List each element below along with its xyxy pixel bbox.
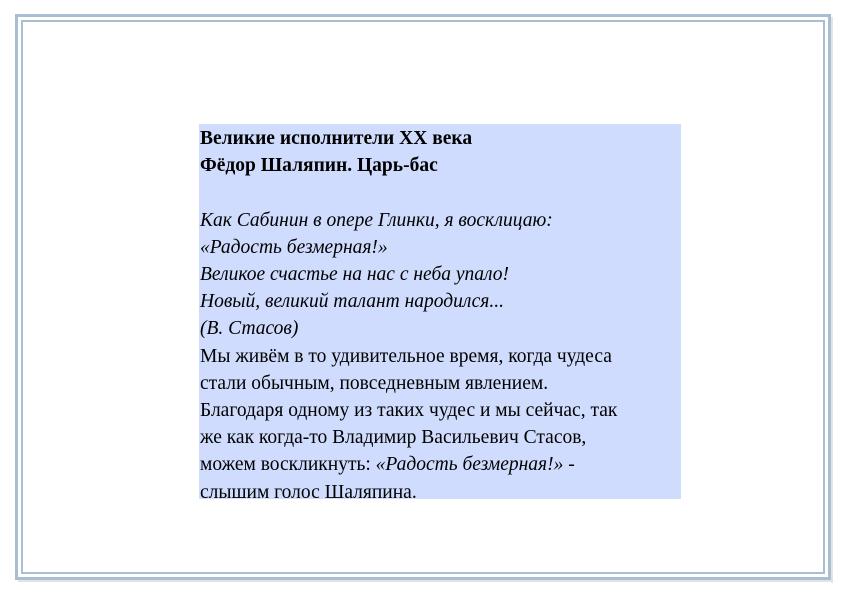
body-quote: «Радость безмерная!» [375, 454, 564, 476]
quote-line: Как Сабинин в опере Глинки, я восклицаю: [200, 209, 553, 231]
quote-line: «Радость безмерная!» [200, 236, 388, 258]
text-box [199, 124, 681, 503]
body-line: Благодаря одному из таких чудес и мы сейчас, так [200, 400, 618, 422]
heading-line: Великие исполнители XX века [200, 128, 473, 149]
body-text: можем воскликнуть: [200, 454, 376, 476]
body-line: же как когда-то Владимир Васильевич Стасов, [200, 427, 587, 449]
body-line: Мы живём в то удивительное время, когда чудеса [200, 345, 612, 367]
body-line: стали обычным, повседневным явлением. [200, 372, 549, 394]
blank-line [200, 179, 681, 206]
quote-line: Новый, великий талант народился... [200, 291, 504, 313]
frame-shadow [831, 17, 833, 583]
heading-line: Фёдор Шаляпин. Царь-бас [200, 155, 438, 177]
body-line: слышим голос Шаляпина. [200, 481, 417, 503]
body-text: - [563, 454, 575, 476]
body-line [200, 451, 681, 478]
quote-attribution: (В. Стасов) [200, 318, 299, 340]
frame-shadow [18, 580, 833, 582]
quote-line: Великое счастье на нас с неба упало! [200, 264, 510, 285]
